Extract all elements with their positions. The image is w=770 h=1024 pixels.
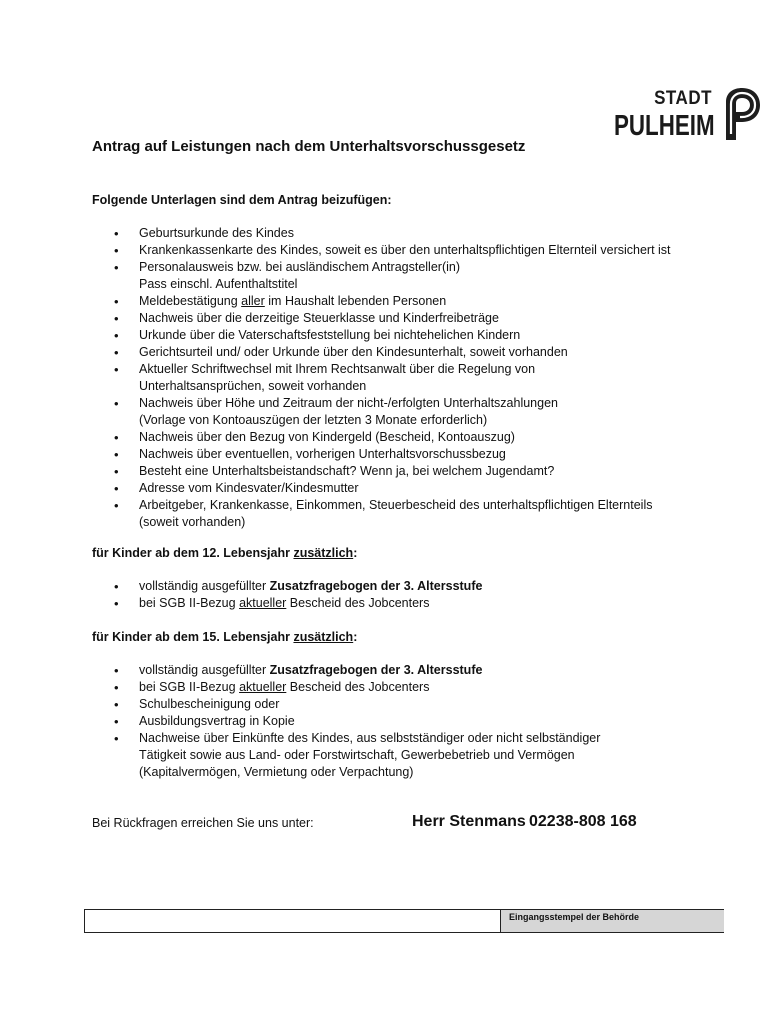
city-logo [612, 84, 764, 142]
stamp-label: Eingangsstempel der Behörde [500, 910, 724, 932]
pulheim-p-logo-icon [720, 86, 764, 142]
list-item: • Krankenkassenkarte des Kindes, soweit es über den unterhaltspflichtigen Elternteil versichert ist [92, 242, 712, 259]
list-item: • Nachweis über Höhe und Zeitraum der nicht-/erfolgten Unterhaltszahlungen (Vorlage von Kontoauszügen der letzten 3 Monate erforderlich) [92, 395, 712, 429]
list-item: • Nachweis über eventuellen, vorherigen Unterhaltsvorschussbezug [92, 446, 712, 463]
list-item: • vollständig ausgefüllter Zusatzfragebogen der 3. Altersstufe [92, 662, 712, 679]
logo-stadt-text: STADT [654, 86, 712, 109]
contact-name: Herr Stenmans [412, 813, 526, 830]
list-item: • Besteht eine Unterhaltsbeistandschaft? Wenn ja, bei welchem Jugendamt? [92, 463, 712, 480]
age12-list [92, 578, 712, 612]
list-item: • Arbeitgeber, Krankenkasse, Einkommen, Steuerbescheid des unterhaltspflichtigen Elternteils (soweit vorhanden) [92, 497, 712, 531]
list-item: • Aktueller Schriftwechsel mit Ihrem Rechtsanwalt über die Regelung von Unterhaltsansprüchen, soweit vorhanden [92, 361, 712, 395]
age15-list [92, 662, 712, 781]
list-item: • Adresse vom Kindesvater/Kindesmutter [92, 480, 712, 497]
list-item: • Nachweis über die derzeitige Steuerklasse und Kinderfreibeträge [92, 310, 712, 327]
list-item: • Gerichtsurteil und/ oder Urkunde über den Kindesunterhalt, soweit vorhanden [92, 344, 712, 361]
age15-heading: für Kinder ab dem 15. Lebensjahr zusätzlich: [92, 630, 358, 644]
list-item: • Nachweise über Einkünfte des Kindes, aus selbstständiger oder nicht selbständiger Tätigkeit sowie aus Land- oder Forstwirtschaft, Gewerbebetrieb und Vermögen (Kapitalvermögen, Vermietung oder Verpachtung) [92, 730, 712, 781]
list-item: • Nachweis über den Bezug von Kindergeld (Bescheid, Kontoauszug) [92, 429, 712, 446]
contact-phone: 02238-808 168 [529, 813, 637, 830]
list-item: • Ausbildungsvertrag in Kopie [92, 713, 712, 730]
list-item: • Meldebestätigung aller im Haushalt lebenden Personen [92, 293, 712, 310]
list-item: • Personalausweis bzw. bei ausländischem Antragsteller(in) Pass einschl. Aufenthaltstitel [92, 259, 712, 293]
list-item: • Urkunde über die Vaterschaftsfeststellung bei nichtehelichen Kindern [92, 327, 712, 344]
required-docs-list [92, 225, 712, 531]
contact-label: Bei Rückfragen erreichen Sie uns unter: [92, 816, 314, 830]
list-item: • Schulbescheinigung oder [92, 696, 712, 713]
stamp-box [84, 909, 724, 933]
list-item: • vollständig ausgefüllter Zusatzfragebogen der 3. Altersstufe [92, 578, 712, 595]
required-docs-heading: Folgende Unterlagen sind dem Antrag beizufügen: [92, 193, 392, 207]
list-item: • Geburtsurkunde des Kindes [92, 225, 712, 242]
logo-pulheim-text: PULHEIM [614, 108, 715, 142]
list-item: • bei SGB II-Bezug aktueller Bescheid des Jobcenters [92, 595, 712, 612]
list-item: • bei SGB II-Bezug aktueller Bescheid des Jobcenters [92, 679, 712, 696]
page-title: Antrag auf Leistungen nach dem Unterhaltsvorschussgesetz [92, 138, 526, 155]
age12-heading: für Kinder ab dem 12. Lebensjahr zusätzlich: [92, 546, 358, 560]
